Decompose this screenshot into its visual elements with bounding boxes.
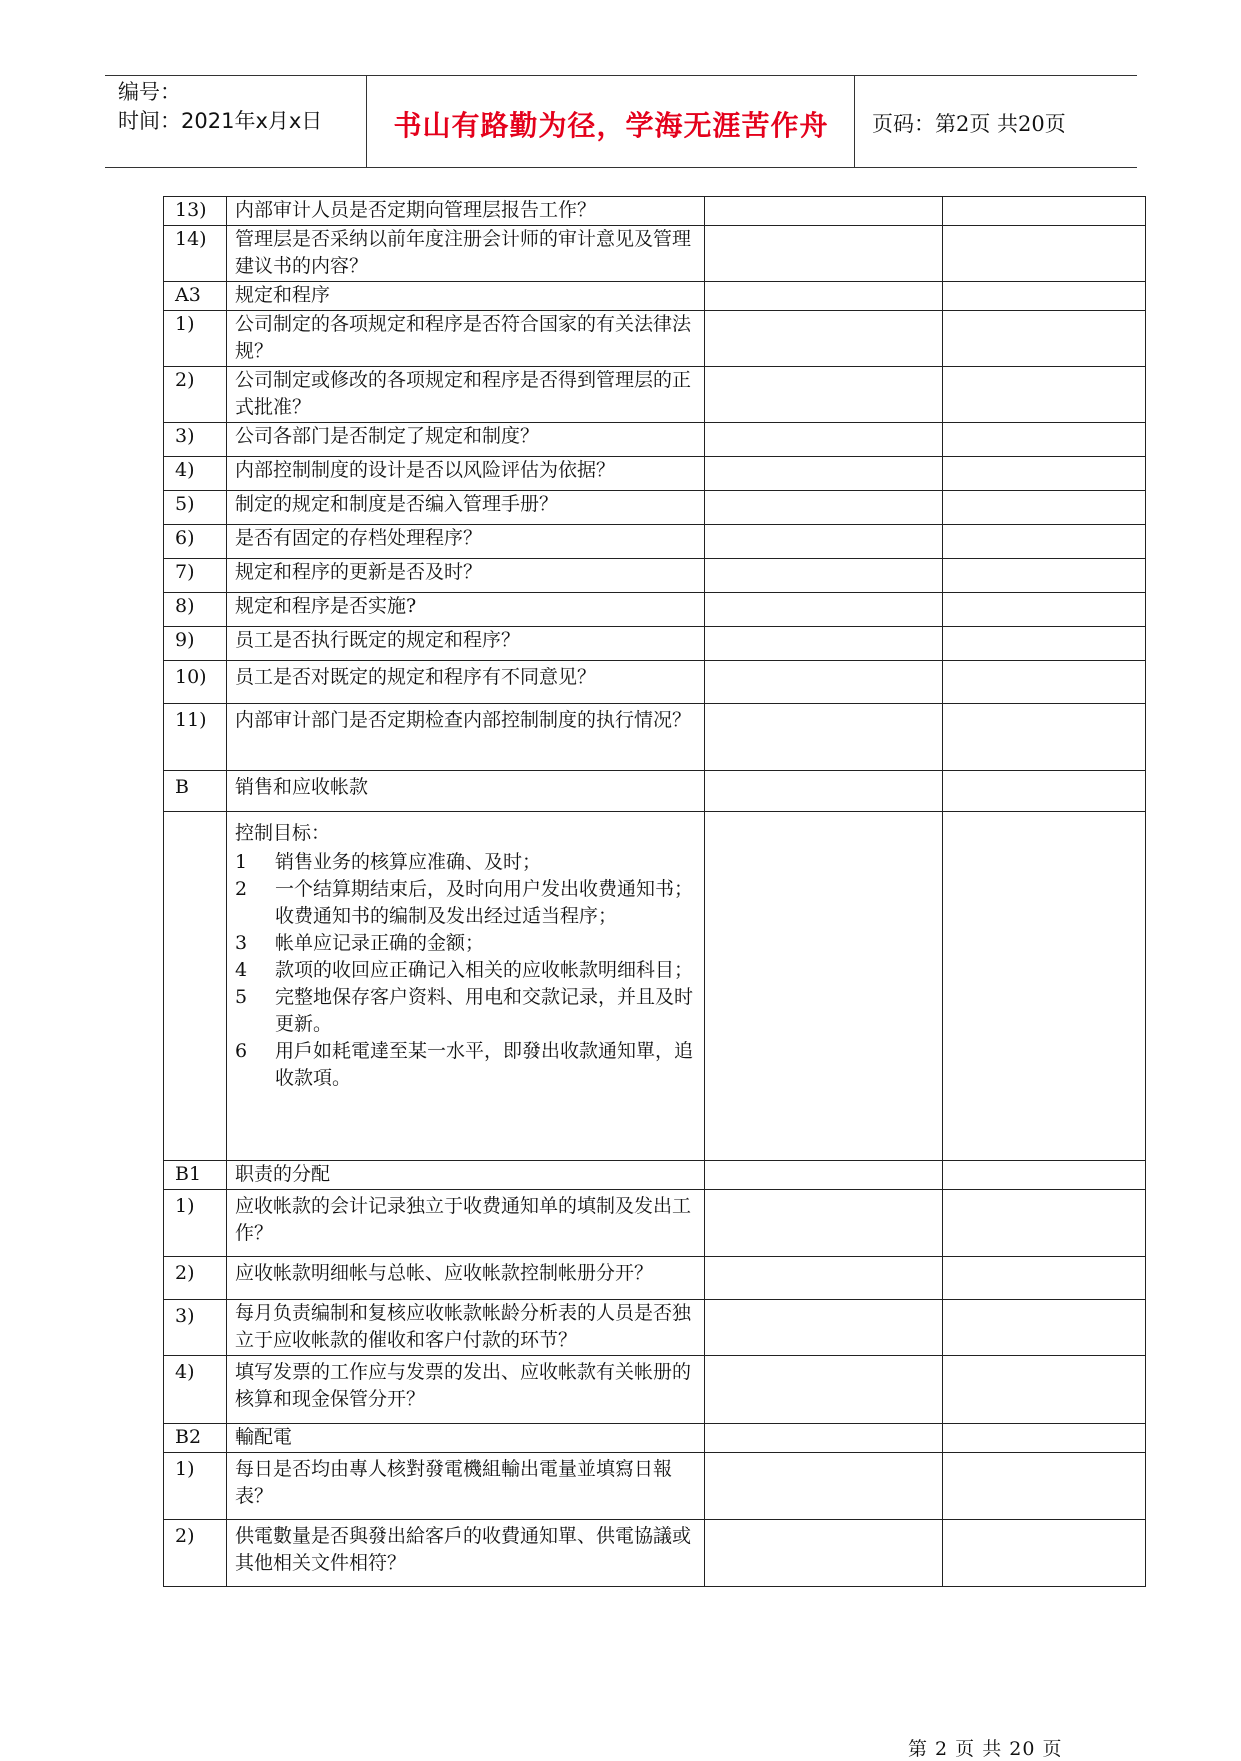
table-row (164, 1257, 1146, 1300)
row-question: 供電數量是否與發出給客戶的收費通知單、供電協議或其他相关文件相符？ (227, 1520, 705, 1587)
row-number: 1) (164, 1190, 227, 1257)
list-item (235, 1038, 696, 1092)
row-question: 规定和程序的更新是否及时？ (227, 559, 705, 593)
document-number-label: 编号： (118, 80, 181, 104)
remark-cell[interactable] (943, 1300, 1146, 1356)
section-row (164, 1424, 1146, 1453)
row-question: 应收帐款的会计记录独立于收费通知单的填制及发出工作？ (227, 1190, 705, 1257)
row-number: 13) (164, 197, 227, 226)
answer-cell[interactable] (705, 559, 943, 593)
row-number: B (164, 771, 227, 812)
list-item-number: 2 (235, 878, 248, 900)
list-item-text: 帐单应记录正确的金额； (275, 932, 485, 954)
answer-cell[interactable] (705, 1190, 943, 1257)
answer-cell[interactable] (705, 525, 943, 559)
table-row (164, 627, 1146, 661)
answer-cell[interactable] (705, 704, 943, 771)
row-number: B1 (164, 1161, 227, 1190)
header-divider-right (854, 76, 855, 168)
remark-cell[interactable] (943, 423, 1146, 457)
remark-cell[interactable] (943, 457, 1146, 491)
list-item-number: 6 (235, 1040, 248, 1062)
row-number: 11) (164, 704, 227, 771)
remark-cell[interactable] (943, 593, 1146, 627)
row-number: 9) (164, 627, 227, 661)
row-question: 内部审计人员是否定期向管理层报告工作？ (227, 197, 705, 226)
list-item-number: 5 (235, 986, 248, 1008)
answer-cell[interactable] (705, 1300, 943, 1356)
row-number: 14) (164, 226, 227, 282)
remark-cell[interactable] (943, 627, 1146, 661)
remark-cell[interactable] (943, 771, 1146, 812)
list-item (235, 876, 696, 930)
answer-cell[interactable] (705, 771, 943, 812)
control-objectives-title: 控制目标： (235, 822, 331, 844)
table-row (164, 311, 1146, 367)
remark-cell[interactable] (943, 367, 1146, 423)
remark-cell[interactable] (943, 1520, 1146, 1587)
remark-cell[interactable] (943, 282, 1146, 311)
row-number: 6) (164, 525, 227, 559)
row-number: 2) (164, 1257, 227, 1300)
answer-cell[interactable] (705, 1520, 943, 1587)
section-title: 销售和应收帐款 (227, 771, 705, 812)
remark-cell[interactable] (943, 197, 1146, 226)
table-row (164, 704, 1146, 771)
row-question: 公司制定或修改的各项规定和程序是否得到管理层的正式批准？ (227, 367, 705, 423)
answer-cell[interactable] (705, 311, 943, 367)
list-item-number: 3 (235, 932, 248, 954)
answer-cell[interactable] (705, 367, 943, 423)
table-row (164, 525, 1146, 559)
list-item (235, 984, 696, 1038)
answer-cell[interactable] (705, 491, 943, 525)
list-item (235, 957, 696, 984)
answer-cell[interactable] (705, 812, 943, 1161)
table-row (164, 661, 1146, 704)
audit-checklist-table (163, 196, 1146, 1587)
list-item-text: 完整地保存客户资料、用电和交款记录，并且及时更新。 (275, 986, 694, 1035)
row-question: 是否有固定的存档处理程序？ (227, 525, 705, 559)
row-question: 内部审计部门是否定期检查内部控制制度的执行情况？ (227, 704, 705, 771)
row-number: 10) (164, 661, 227, 704)
answer-cell[interactable] (705, 627, 943, 661)
table-row (164, 1453, 1146, 1520)
row-question: 管理层是否采纳以前年度注册会计师的审计意见及管理建议书的内容？ (227, 226, 705, 282)
row-question: 应收帐款明细帐与总帐、应收帐款控制帐册分开？ (227, 1257, 705, 1300)
list-item-number: 1 (235, 851, 248, 873)
row-question: 规定和程序是否实施? (227, 593, 705, 627)
document-time-label: 时间：2021年x月x日 (118, 109, 323, 133)
answer-cell[interactable] (705, 457, 943, 491)
row-number: A3 (164, 282, 227, 311)
remark-cell[interactable] (943, 311, 1146, 367)
section-title: 职责的分配 (227, 1161, 705, 1190)
row-number: 3) (164, 423, 227, 457)
control-objectives-row (164, 812, 1146, 1161)
remark-cell[interactable] (943, 491, 1146, 525)
row-question: 公司各部门是否制定了规定和制度？ (227, 423, 705, 457)
remark-cell[interactable] (943, 1257, 1146, 1300)
section-row (164, 1161, 1146, 1190)
answer-cell[interactable] (705, 1453, 943, 1520)
row-number: 1) (164, 1453, 227, 1520)
list-item-text: 一个结算期结束后，及时向用户发出收费通知书；收费通知书的编制及发出经过适当程序； (275, 878, 694, 927)
row-number: 4) (164, 1356, 227, 1424)
remark-cell[interactable] (943, 1161, 1146, 1190)
table-row (164, 457, 1146, 491)
answer-cell[interactable] (705, 423, 943, 457)
table-row (164, 367, 1146, 423)
header-info (118, 78, 322, 136)
row-question: 制定的规定和制度是否编入管理手册？ (227, 491, 705, 525)
row-question: 每月负责编制和复核应收帐款帐龄分析表的人员是否独立于应收帐款的催收和客户付款的环节？ (227, 1300, 705, 1356)
answer-cell[interactable] (705, 226, 943, 282)
answer-cell[interactable] (705, 197, 943, 226)
answer-cell[interactable] (705, 1257, 943, 1300)
remark-cell[interactable] (943, 559, 1146, 593)
answer-cell[interactable] (705, 1356, 943, 1424)
row-number: B2 (164, 1424, 227, 1453)
section-row (164, 282, 1146, 311)
control-objectives (227, 812, 705, 1161)
remark-cell[interactable] (943, 661, 1146, 704)
list-item-text: 款项的收回应正确记入相关的应收帐款明细科目； (275, 959, 694, 981)
section-title: 规定和程序 (227, 282, 705, 311)
remark-cell[interactable] (943, 1424, 1146, 1453)
list-item-text: 销售业务的核算应准确、及时； (275, 851, 542, 873)
list-item-number: 4 (235, 959, 248, 981)
remark-cell[interactable] (943, 812, 1146, 1161)
row-number: 5) (164, 491, 227, 525)
header-motto: 书山有路勤为径，学海无涯苦作舟 (393, 109, 829, 142)
table-row (164, 1190, 1146, 1257)
header-bottom-rule (105, 167, 1137, 168)
list-item (235, 930, 696, 957)
remark-cell[interactable] (943, 525, 1146, 559)
remark-cell[interactable] (943, 226, 1146, 282)
row-number: 3) (164, 1300, 227, 1356)
table-row (164, 1356, 1146, 1424)
table-row (164, 226, 1146, 282)
table-row (164, 1300, 1146, 1356)
page-footer: 第 2 页 共 20 页 (908, 1738, 1063, 1760)
row-number: 7) (164, 559, 227, 593)
answer-cell[interactable] (705, 593, 943, 627)
section-title: 輸配電 (227, 1424, 705, 1453)
remark-cell[interactable] (943, 1190, 1146, 1257)
header-page-label: 页码：第2页 共20页 (872, 112, 1066, 136)
table-row (164, 559, 1146, 593)
row-question: 员工是否执行既定的规定和程序？ (227, 627, 705, 661)
remark-cell[interactable] (943, 1453, 1146, 1520)
answer-cell[interactable] (705, 1161, 943, 1190)
row-question: 员工是否对既定的规定和程序有不同意见？ (227, 661, 705, 704)
row-number: 8) (164, 593, 227, 627)
row-question: 内部控制制度的设计是否以风险评估为依据？ (227, 457, 705, 491)
answer-cell[interactable] (705, 282, 943, 311)
table-row (164, 423, 1146, 457)
header-top-rule (105, 75, 1137, 76)
remark-cell[interactable] (943, 1356, 1146, 1424)
answer-cell[interactable] (705, 661, 943, 704)
row-number: 1) (164, 311, 227, 367)
table-row (164, 197, 1146, 226)
row-question: 公司制定的各项规定和程序是否符合国家的有关法律法规？ (227, 311, 705, 367)
row-number (164, 812, 227, 1161)
section-row (164, 771, 1146, 812)
table-row (164, 491, 1146, 525)
row-question: 每日是否均由專人核對發電機組輸出電量並填寫日報表？ (227, 1453, 705, 1520)
header-divider-left (366, 76, 367, 168)
list-item-text: 用戶如耗電達至某一水平，即發出收款通知單，追收款項。 (275, 1040, 694, 1089)
list-item (235, 849, 696, 876)
table-row (164, 1520, 1146, 1587)
table-row (164, 593, 1146, 627)
row-question: 填写发票的工作应与发票的发出、应收帐款有关帐册的核算和现金保管分开？ (227, 1356, 705, 1424)
row-number: 4) (164, 457, 227, 491)
row-number: 2) (164, 367, 227, 423)
row-number: 2) (164, 1520, 227, 1587)
answer-cell[interactable] (705, 1424, 943, 1453)
remark-cell[interactable] (943, 704, 1146, 771)
